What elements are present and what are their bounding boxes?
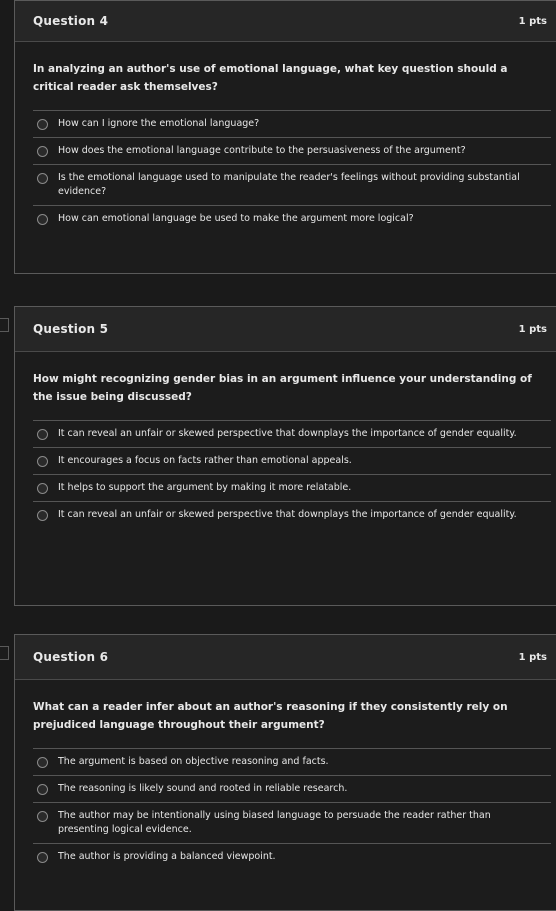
answer-label: The author may be intentionally using biased language to persuade the reader rather than presenting logical evidence.	[58, 810, 491, 835]
radio-button[interactable]	[37, 510, 48, 521]
answer-option[interactable]	[33, 420, 551, 447]
answer-option[interactable]	[33, 447, 551, 474]
answer-label: How does the emotional language contribute to the persuasiveness of the argument?	[58, 145, 466, 156]
radio-button[interactable]	[37, 173, 48, 184]
answer-option[interactable]	[33, 843, 551, 870]
radio-button[interactable]	[37, 456, 48, 467]
answer-label: The author is providing a balanced viewpoint.	[58, 851, 276, 862]
answer-list	[15, 100, 556, 238]
radio-button[interactable]	[37, 146, 48, 157]
radio-button[interactable]	[37, 483, 48, 494]
radio-button[interactable]	[37, 429, 48, 440]
question-flag-tab[interactable]	[0, 318, 9, 332]
answer-option[interactable]	[33, 137, 551, 164]
answer-option[interactable]	[33, 748, 551, 775]
answer-option[interactable]	[33, 775, 551, 802]
radio-button[interactable]	[37, 811, 48, 822]
answer-label: It encourages a focus on facts rather than emotional appeals.	[58, 455, 352, 466]
answer-option[interactable]	[33, 164, 551, 205]
question-points: 1 pts	[518, 15, 547, 27]
question-header	[15, 307, 556, 352]
question-header	[15, 635, 556, 680]
radio-button[interactable]	[37, 757, 48, 768]
answer-list	[15, 410, 556, 534]
answer-label: It helps to support the argument by making it more relatable.	[58, 482, 352, 493]
answer-label: The argument is based on objective reasoning and facts.	[58, 756, 329, 767]
answer-label: It can reveal an unfair or skewed perspective that downplays the importance of gender equality.	[58, 509, 517, 520]
answer-label: It can reveal an unfair or skewed perspective that downplays the importance of gender equality.	[58, 428, 517, 439]
answer-option[interactable]	[33, 205, 551, 232]
question-header	[15, 1, 556, 42]
answer-option[interactable]	[33, 110, 551, 137]
answer-list	[15, 738, 556, 876]
answer-label: How can I ignore the emotional language?	[58, 118, 260, 129]
answer-label: Is the emotional language used to manipulate the reader's feelings without providing substantial evidence?	[58, 172, 520, 197]
radio-button[interactable]	[37, 119, 48, 130]
question-prompt: What can a reader infer about an author's reasoning if they consistently rely on prejudiced language throughout their argument?	[33, 701, 508, 731]
question-title: Question 6	[33, 650, 109, 664]
answer-option[interactable]	[33, 802, 551, 843]
answer-option[interactable]	[33, 474, 551, 501]
radio-button[interactable]	[37, 214, 48, 225]
question-card-4	[14, 0, 556, 274]
answer-label: How can emotional language be used to make the argument more logical?	[58, 213, 414, 224]
radio-button[interactable]	[37, 784, 48, 795]
question-card-5	[14, 306, 556, 606]
question-prompt: How might recognizing gender bias in an argument influence your understanding of the issue being discussed?	[33, 373, 532, 403]
question-flag-tab[interactable]	[0, 646, 9, 660]
question-points: 1 pts	[518, 651, 547, 663]
answer-option[interactable]	[33, 501, 551, 528]
question-title: Question 4	[33, 14, 109, 28]
answer-label: The reasoning is likely sound and rooted in reliable research.	[58, 783, 348, 794]
question-title: Question 5	[33, 322, 109, 336]
question-prompt: In analyzing an author's use of emotional language, what key question should a critical reader ask themselves?	[33, 63, 508, 93]
question-card-6	[14, 634, 556, 911]
radio-button[interactable]	[37, 852, 48, 863]
question-points: 1 pts	[518, 323, 547, 335]
